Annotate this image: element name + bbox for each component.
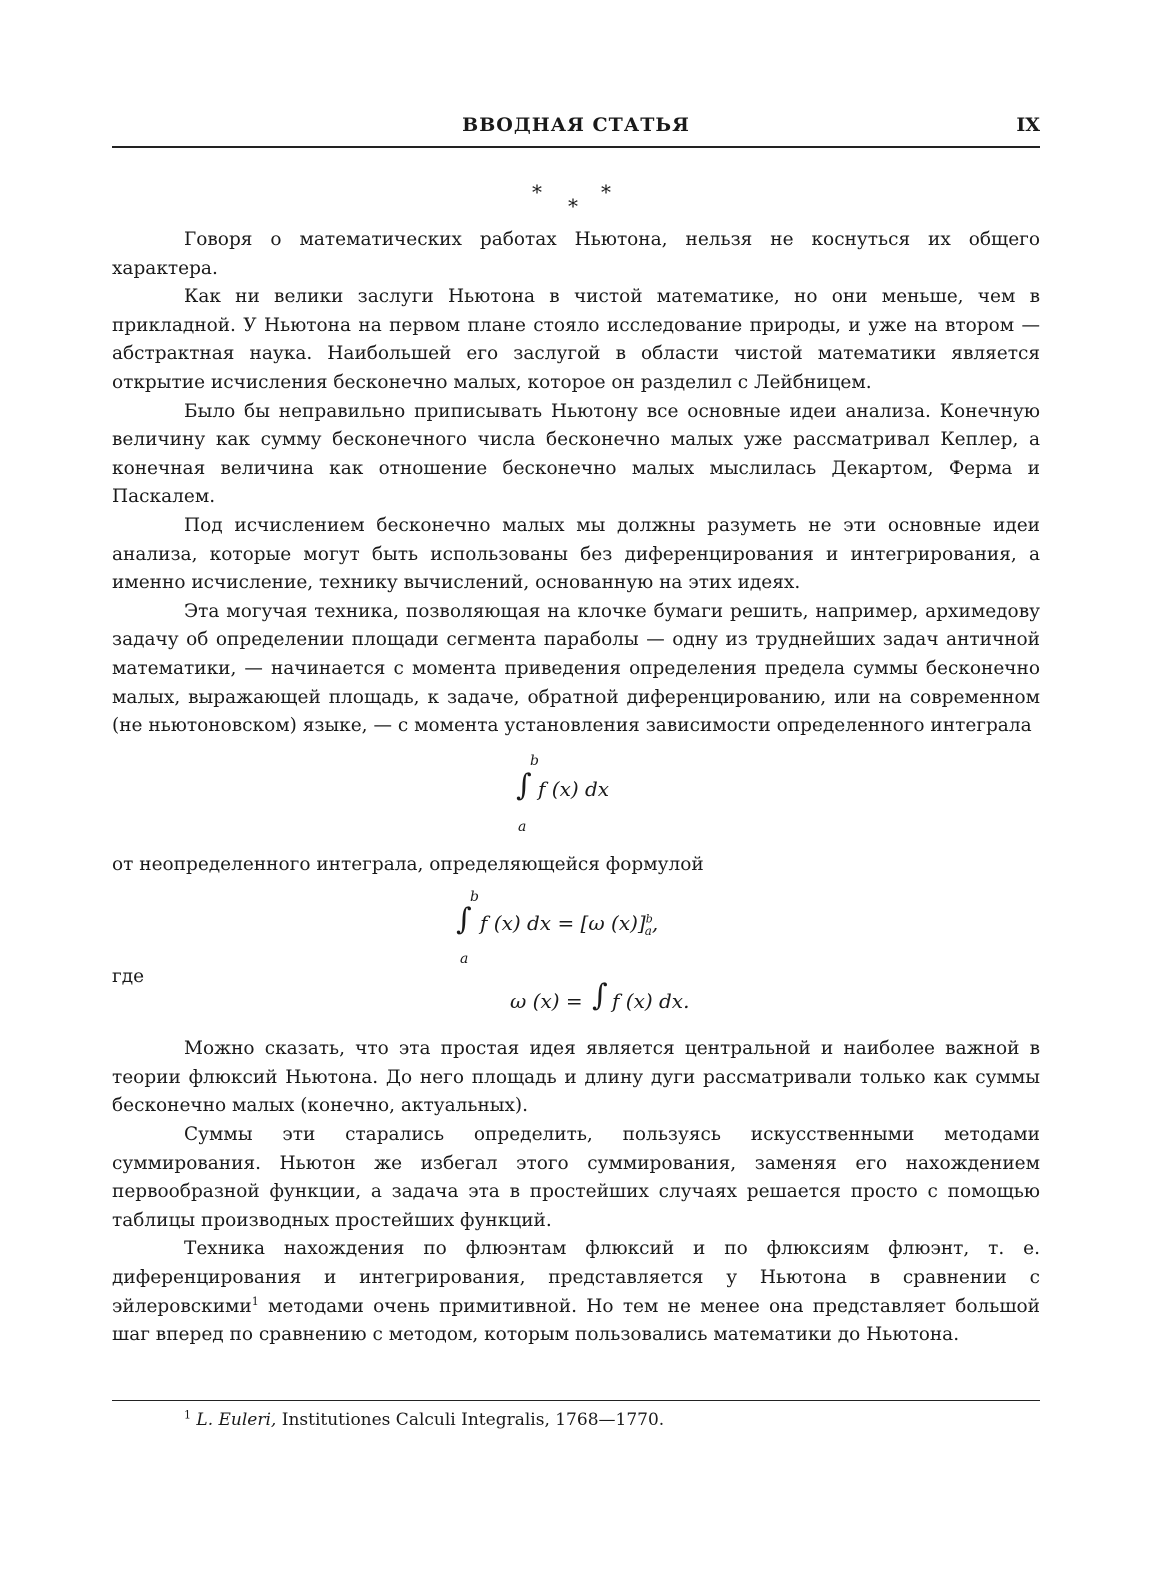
- paragraph: Можно сказать, что эта простая идея является центральной и наиболее важной в теории флюксий Ньютона. До него площадь и длину дуги рассматривали только как суммы бесконечно малых (конечно, актуальных).: [112, 1038, 1040, 1117]
- integrand: f (x) dx.: [612, 989, 690, 1014]
- paragraph-part: Техника нахождения по флюэнтам флюксий и по флюксиям флюэнт, т. е. диференцирования и интегрирования, представляется у Ньютона в сравнении с эйлеровскими: [112, 1238, 1040, 1317]
- header-title: ВВОДНАЯ СТАТЬЯ: [462, 114, 690, 136]
- formula-sup: b: [645, 912, 653, 926]
- asterisk: *: [601, 180, 611, 204]
- footnote-marker: 1: [184, 1408, 191, 1422]
- main-text: [112, 226, 1040, 1350]
- lower-limit: a: [518, 818, 527, 835]
- paragraph: [112, 1235, 1040, 1349]
- paragraph: от неопределенного интеграла, определяющейся формулой: [112, 853, 704, 875]
- formula-tail: ,: [651, 911, 659, 936]
- paragraph: Как ни велики заслуги Ньютона в чистой математике, но они меньше, чем в прикладной. У Ньютона на первом плане стояло исследование природы, и уже на втором — абстрактная наука. Наибольшей его заслугой в области чистой математики является открытие исчисления бесконечно малых, которое он разделил с Лейбницем.: [112, 286, 1040, 393]
- integral-sign: ∫: [456, 902, 472, 938]
- footnote-divider: [112, 1400, 1040, 1401]
- footnote-author: L. Euleri,: [196, 1410, 277, 1430]
- paragraph: Эта могучая техника, позволяющая на клочке бумаги решить, например, архимедову задачу об определении площади сегмента параболы — одну из труднейших задач античной математики, — начинается с момента приведения определения предела суммы бесконечно малых, выражающей площадь, к задаче, обратной диференцированию, или на современном (не ньютоновском) языке, — с момента установления зависимости определенного интеграла: [112, 600, 1040, 737]
- paragraph: Говоря о математических работах Ньютона, нельзя не коснуться их общего характера.: [112, 229, 1040, 279]
- paragraph: Суммы эти старались определить, пользуясь искусственными методами суммирования. Ньютон же избегал этого суммирования, заменяя его нахождением первообразной функции, а задача эта в простейших случаях решается просто с помощью таблицы производных простейших функций.: [112, 1124, 1040, 1231]
- paragraph: Было бы неправильно приписывать Ньютону все основные идеи анализа. Конечную величину как сумму бесконечного числа бесконечно малых уже рассматривал Кеплер, а конечная величина как отношение бесконечно малых мыслилась Декартом, Ферма и Паскалем.: [112, 400, 1040, 508]
- formula-body: [480, 909, 658, 946]
- running-header: [112, 112, 1040, 148]
- paragraph: Под исчислением бесконечно малых мы должны разуметь не эти основные идеи анализа, которые могут быть использованы без диференцирования и интегрирования, а именно исчисление, технику вычислений, основанную на этих идеях.: [112, 514, 1040, 594]
- footnote: [184, 1410, 664, 1430]
- integral-sign: ∫: [592, 978, 608, 1014]
- formula-sub: a: [644, 924, 652, 939]
- asterisk: *: [568, 194, 578, 218]
- asterisk: *: [532, 180, 542, 204]
- footnote-ref[interactable]: 1: [251, 1294, 259, 1308]
- formula-definite-integral: [112, 741, 1040, 851]
- section-separator: [112, 180, 1040, 220]
- lower-limit: a: [460, 951, 469, 968]
- footnote-text: Institutiones Calculi Integralis, 1768—1770.: [281, 1410, 665, 1430]
- formula-expression: f (x) dx = [ω (x)]: [480, 911, 646, 936]
- page: [112, 0, 1040, 1588]
- paragraph: где: [112, 966, 145, 988]
- formula-lhs: ω (x) =: [510, 989, 583, 1014]
- formula-newton-leibniz: [112, 879, 1040, 968]
- integral-sign: ∫: [516, 767, 532, 803]
- upper-limit: b: [530, 752, 539, 769]
- integrand: f (x) dx: [538, 776, 610, 801]
- paragraph-part: методами очень примитивной. Но тем не менее она представляет большой шаг вперед по сравнению с методом, которым пользовались математики до Ньютона.: [112, 1295, 1040, 1346]
- formula-antiderivative: [112, 963, 1040, 1021]
- spacer: [112, 1021, 1040, 1035]
- upper-limit: b: [470, 889, 479, 906]
- page-number: IX: [1016, 114, 1040, 136]
